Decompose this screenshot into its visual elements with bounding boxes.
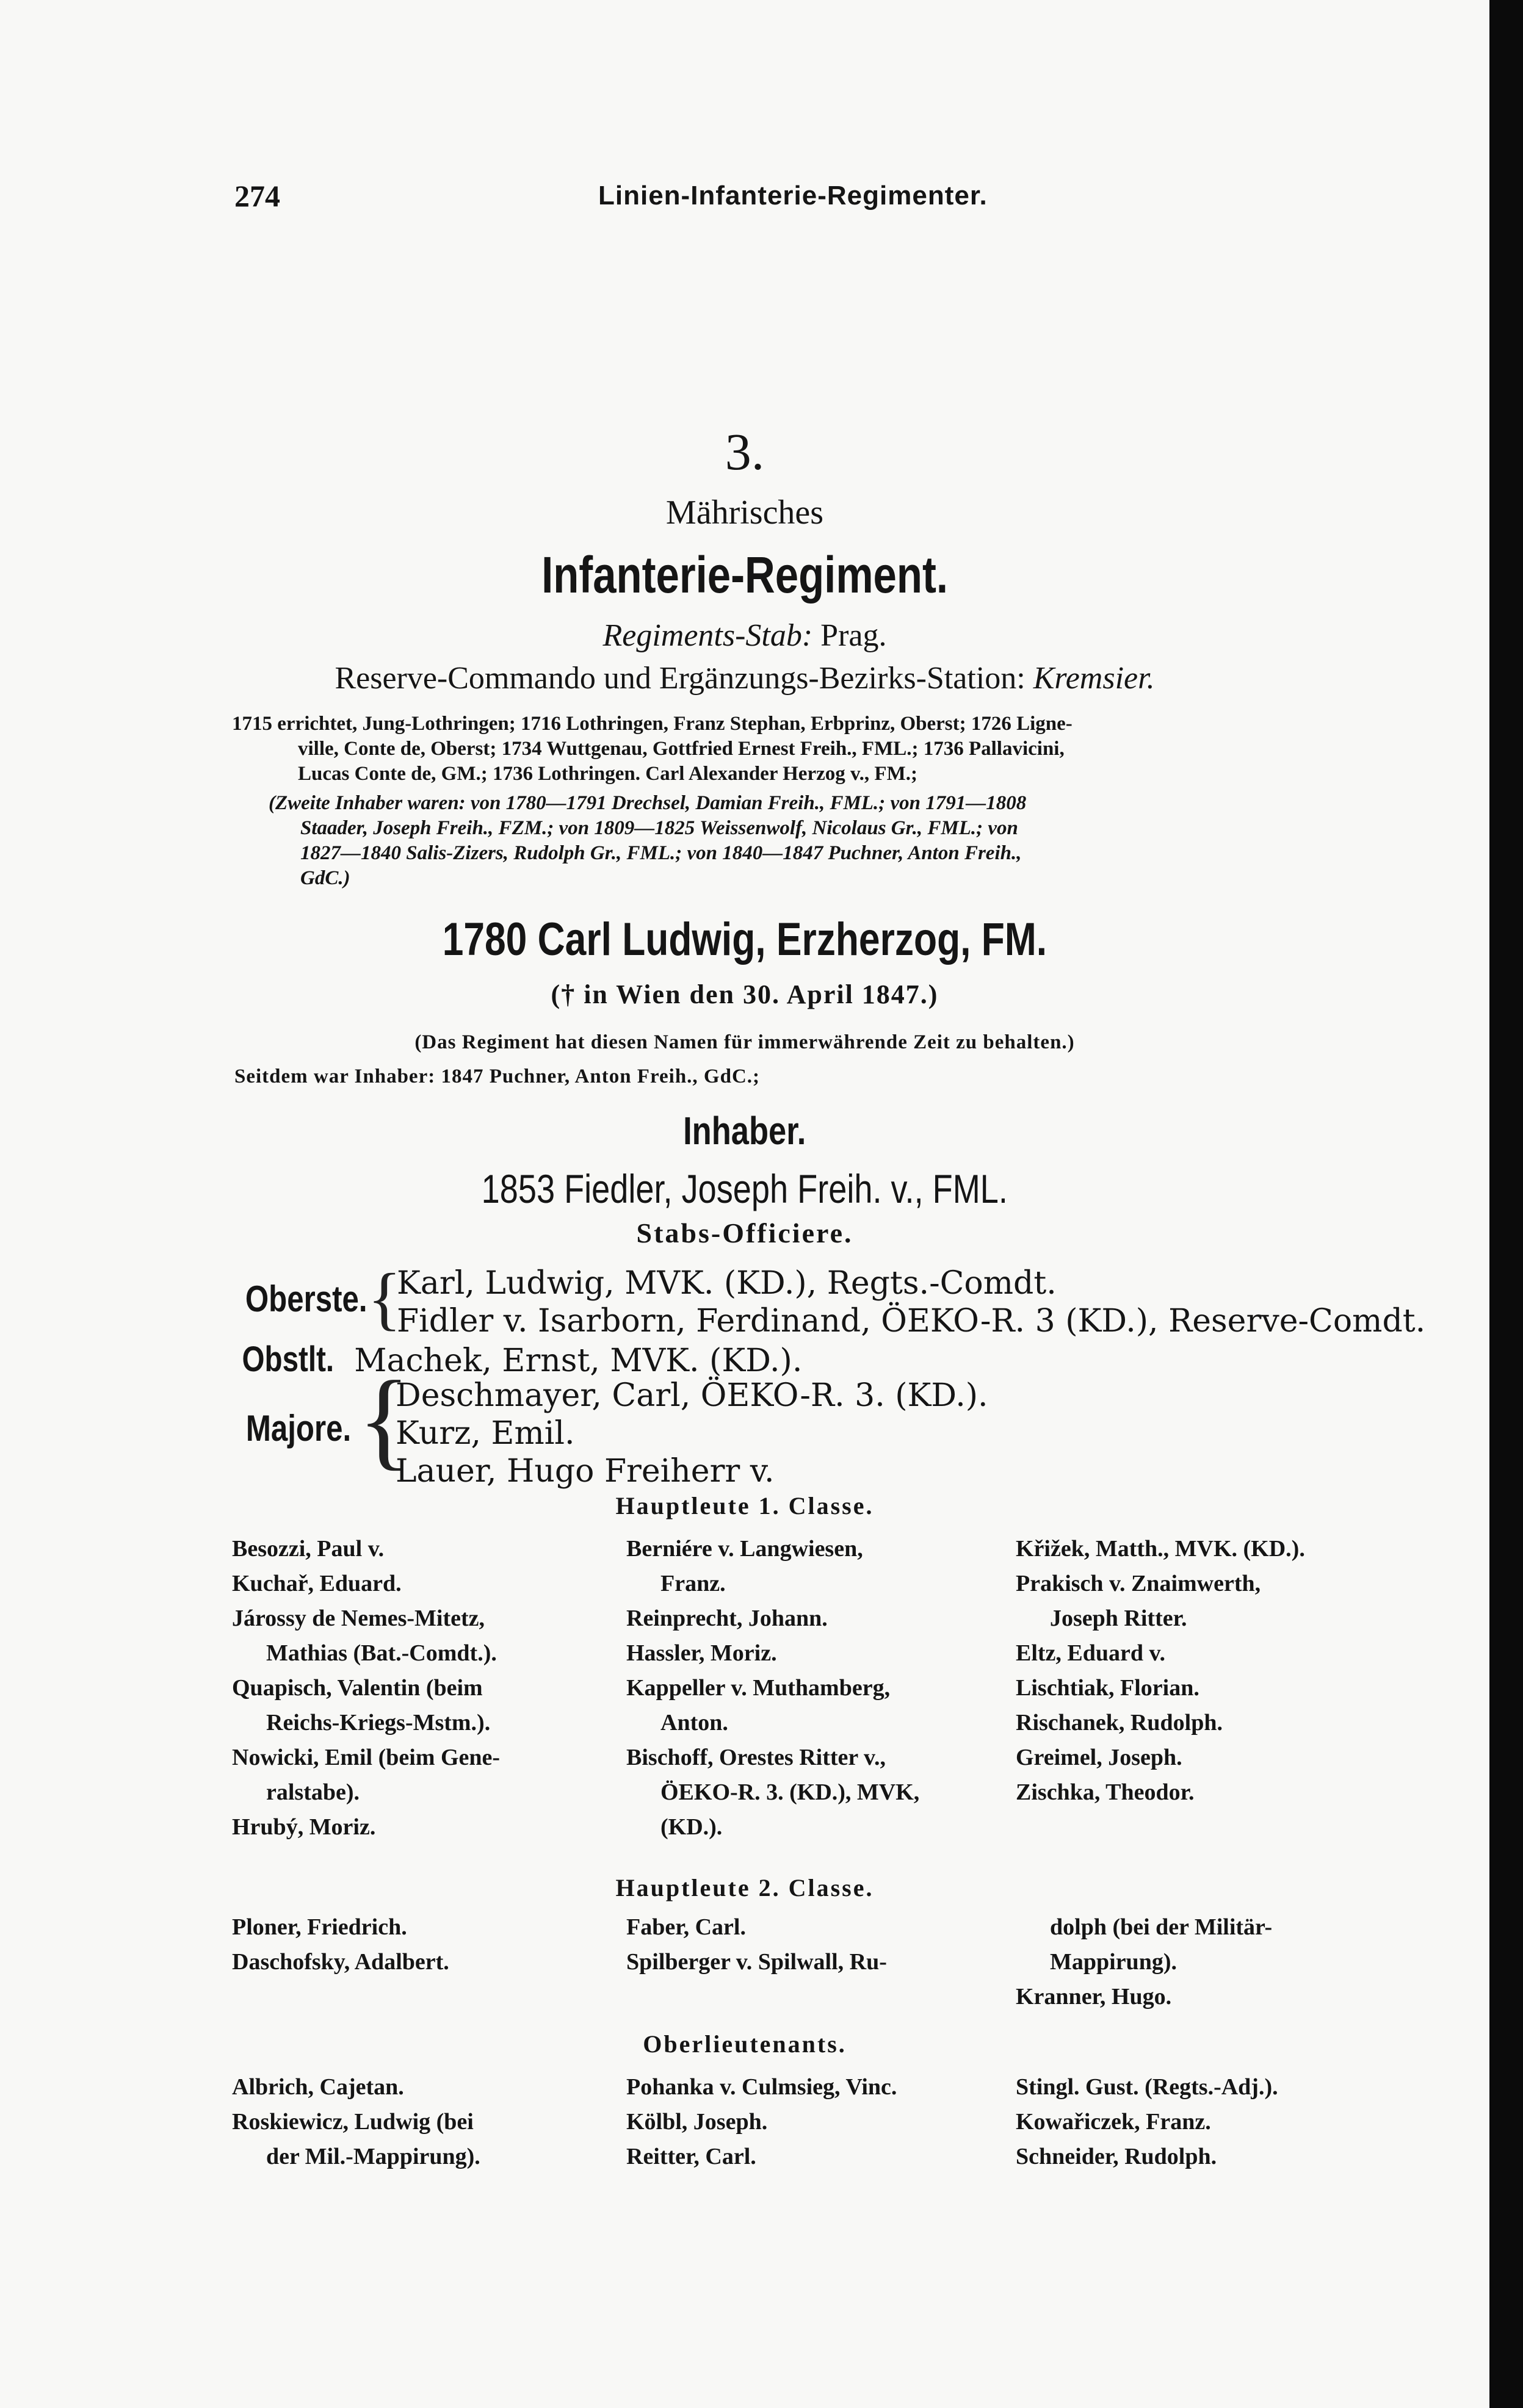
roster-entry: (KD.). bbox=[660, 1814, 723, 1840]
oberste-label-text: Oberste. bbox=[245, 1278, 367, 1319]
second-owners-line-1: (Zweite Inhaber waren: von 1780—1791 Drechsel, Damian Freih., FML.; von 1791—1808 bbox=[269, 792, 1027, 814]
obstlt-label: Obstlt. bbox=[242, 1339, 335, 1379]
roster-entry: Reichs-Kriegs-Mstm.). bbox=[266, 1710, 491, 1736]
majore-entry-3: Lauer, Hugo Freiherr v. bbox=[396, 1453, 775, 1490]
roster-entry: Reinprecht, Johann. bbox=[626, 1606, 828, 1631]
staff-location: Prag. bbox=[820, 618, 887, 653]
roster-entry: Spilberger v. Spilwall, Ru- bbox=[626, 1949, 887, 1975]
owner-1780-text: 1780 Carl Ludwig, Erzherzog, FM. bbox=[442, 914, 1047, 965]
history-line-2: ville, Conte de, Oberst; 1734 Wuttgenau, Gottfried Ernest Freih., FML.; 1736 Pallavicini, bbox=[298, 738, 1065, 760]
regiment-staff bbox=[0, 618, 1489, 654]
oberste-label bbox=[232, 1278, 380, 1321]
roster-entry: Kowařiczek, Franz. bbox=[1016, 2109, 1211, 2135]
staff-label: Regiments-Stab: bbox=[602, 618, 813, 653]
roster-entry: Daschofsky, Adalbert. bbox=[232, 1949, 449, 1975]
majore-entry-2: Kurz, Emil. bbox=[396, 1415, 575, 1452]
roster-entry: Zischka, Theodor. bbox=[1016, 1779, 1195, 1805]
reserve-line-prefix: Reserve-Commando und Ergänzungs-Bezirks-Station: bbox=[335, 661, 1026, 696]
obstlt-row bbox=[232, 1339, 802, 1380]
roster-entry: Albrich, Cajetan. bbox=[232, 2074, 404, 2100]
inhaber-entry-text: 1853 Fiedler, Joseph Freih. v., FML. bbox=[481, 1166, 1008, 1211]
roster-entry: Faber, Carl. bbox=[626, 1914, 746, 1940]
roster-entry: Besozzi, Paul v. bbox=[232, 1536, 385, 1562]
regiment-name-text: Infanterie-Regiment. bbox=[541, 546, 948, 604]
roster-entry: Stingl. Gust. (Regts.-Adj.). bbox=[1016, 2074, 1278, 2100]
roster-entry: Schneider, Rudolph. bbox=[1016, 2144, 1217, 2169]
roster-entry: Járossy de Nemes-Mitetz, bbox=[232, 1606, 485, 1631]
oberste-list bbox=[397, 1264, 1425, 1340]
name-note: (Das Regiment hat diesen Namen für immerwährende Zeit zu behalten.) bbox=[414, 1031, 1075, 1053]
second-owners-line-3: 1827—1840 Salis-Zizers, Rudolph Gr., FML.; von 1840—1847 Puchner, Anton Freih., bbox=[300, 842, 1022, 864]
roster-entry: Nowicki, Emil (beim Gene- bbox=[232, 1745, 501, 1770]
roster-entry: Mathias (Bat.-Comdt.). bbox=[266, 1640, 497, 1666]
roster-entry: Rischanek, Rudolph. bbox=[1016, 1710, 1223, 1736]
regiment-number: 3. bbox=[725, 422, 765, 481]
roster-entry: Kappeller v. Muthamberg, bbox=[626, 1675, 891, 1701]
roster-entry: Berniére v. Langwiesen, bbox=[626, 1536, 863, 1562]
roster-entry: dolph (bei der Militär- bbox=[1050, 1914, 1273, 1940]
roster-entry: Eltz, Eduard v. bbox=[1016, 1640, 1165, 1666]
hauptleute-1-col-3 bbox=[1016, 1532, 1406, 1810]
regiment-name bbox=[0, 546, 1489, 605]
roster-entry: Kölbl, Joseph. bbox=[626, 2109, 768, 2135]
roster-entry: Lischtiak, Florian. bbox=[1016, 1675, 1199, 1701]
roster-entry: Mappirung). bbox=[1050, 1949, 1177, 1975]
hauptleute-2-col-2 bbox=[626, 1910, 1005, 1980]
roster-entry: Franz. bbox=[660, 1571, 726, 1596]
second-owners-block bbox=[269, 791, 1392, 891]
hauptleute-1-col-1 bbox=[232, 1532, 610, 1845]
roster-entry: ralstabe). bbox=[266, 1779, 360, 1805]
roster-entry: Joseph Ritter. bbox=[1050, 1606, 1187, 1631]
running-title: Linien-Infanterie-Regimenter. bbox=[598, 181, 988, 211]
oberlieutenants-col-1 bbox=[232, 2070, 610, 2174]
oberste-brace-icon: { bbox=[367, 1260, 402, 1338]
obstlt-entry: Machek, Ernst, MVK. (KD.). bbox=[354, 1343, 803, 1379]
history-block bbox=[232, 712, 1380, 787]
hauptleute-2-heading: Hauptleute 2. Classe. bbox=[615, 1874, 874, 1902]
oberlieutenants-col-2 bbox=[626, 2070, 1005, 2174]
majore-label-text: Majore. bbox=[245, 1408, 352, 1449]
second-owners-line-2: Staader, Joseph Freih., FZM.; von 1809—1825 Weissenwolf, Nicolaus Gr., FML.; von bbox=[300, 817, 1018, 839]
majore-entry-1: Deschmayer, Carl, ÖEKO-R. 3. (KD.). bbox=[396, 1377, 988, 1414]
owner-1780-title bbox=[0, 913, 1489, 967]
hauptleute-2-col-1 bbox=[232, 1910, 610, 1980]
regiment-adjective: Mährisches bbox=[665, 494, 824, 532]
reserve-location: Kremsier. bbox=[1033, 661, 1155, 696]
roster-entry: ÖEKO-R. 3. (KD.), MVK, bbox=[660, 1779, 920, 1805]
history-line-1: 1715 errichtet, Jung-Lothringen; 1716 Lothringen, Franz Stephan, Erbprinz, Oberst; 1726 Ligne- bbox=[232, 713, 1073, 735]
death-note: († in Wien den 30. April 1847.) bbox=[551, 979, 939, 1009]
hauptleute-2-col-3 bbox=[1016, 1910, 1406, 2014]
stabs-officiere-heading: Stabs-Officiere. bbox=[636, 1217, 853, 1249]
roster-entry: Quapisch, Valentin (beim bbox=[232, 1675, 483, 1701]
since-note: Seitdem war Inhaber: 1847 Puchner, Anton Freih., GdC.; bbox=[234, 1065, 761, 1087]
roster-entry: Kuchař, Eduard. bbox=[232, 1571, 402, 1596]
roster-entry: Reitter, Carl. bbox=[626, 2144, 756, 2169]
roster-entry: Kranner, Hugo. bbox=[1016, 1984, 1172, 2010]
hauptleute-1-col-2 bbox=[626, 1532, 1005, 1845]
oberlieutenants-heading: Oberlieutenants. bbox=[643, 2030, 847, 2058]
page-number: 274 bbox=[234, 179, 280, 213]
majore-label bbox=[234, 1407, 363, 1450]
roster-entry: Ploner, Friedrich. bbox=[232, 1914, 407, 1940]
roster-entry: Greimel, Joseph. bbox=[1016, 1745, 1182, 1770]
roster-entry: Hassler, Moriz. bbox=[626, 1640, 777, 1666]
hauptleute-1-heading: Hauptleute 1. Classe. bbox=[615, 1492, 874, 1519]
history-line-3: Lucas Conte de, GM.; 1736 Lothringen. Carl Alexander Herzog v., FM.; bbox=[298, 763, 917, 785]
roster-entry: Bischoff, Orestes Ritter v., bbox=[626, 1745, 886, 1770]
inhaber-heading-text: Inhaber. bbox=[683, 1109, 806, 1153]
oberste-entry-2: Fidler v. Isarborn, Ferdinand, ÖEKO-R. 3 (KD.), Reserve-Comdt. bbox=[397, 1303, 1426, 1339]
roster-entry: der Mil.-Mappirung). bbox=[266, 2144, 480, 2169]
roster-entry: Křižek, Matth., MVK. (KD.). bbox=[1016, 1536, 1305, 1562]
majore-list bbox=[396, 1377, 988, 1490]
reserve-station bbox=[0, 660, 1489, 696]
inhaber-heading bbox=[0, 1108, 1489, 1154]
roster-entry: Anton. bbox=[660, 1710, 728, 1736]
oberlieutenants-col-3 bbox=[1016, 2070, 1406, 2174]
roster-entry: Hrubý, Moriz. bbox=[232, 1814, 376, 1840]
oberste-entry-1: Karl, Ludwig, MVK. (KD.), Regts.-Comdt. bbox=[397, 1265, 1057, 1302]
roster-entry: Prakisch v. Znaimwerth, bbox=[1016, 1571, 1261, 1596]
second-owners-line-4: GdC.) bbox=[300, 867, 350, 889]
roster-entry: Pohanka v. Culmsieg, Vinc. bbox=[626, 2074, 897, 2100]
inhaber-entry bbox=[0, 1166, 1489, 1213]
roster-entry: Roskiewicz, Ludwig (bei bbox=[232, 2109, 474, 2135]
scan-border bbox=[1489, 0, 1523, 2408]
majore-brace-icon: { bbox=[358, 1358, 411, 1480]
